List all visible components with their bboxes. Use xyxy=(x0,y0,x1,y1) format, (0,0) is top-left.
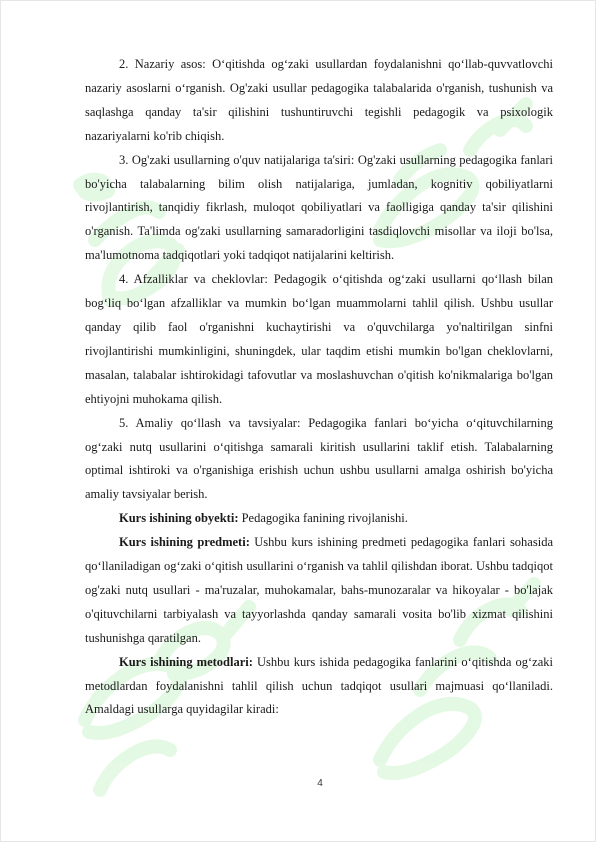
paragraph-learning-outcomes xyxy=(85,149,553,269)
paragraph-lead: Kurs ishining predmeti: xyxy=(119,535,250,550)
paragraph-text: 4. Afzalliklar va cheklovlar: Pedagogik o‘qitishda og‘zaki usullarni qo‘llash bilan bog‘liq bo‘lgan afzalliklar va mumkin bo‘lgan muammolarni tahlil qilish. Ushbu usullar qanday qilib faol o'rganishni kuchaytirishi va o'quvchilarga yo'naltirilgan sinfni rivojlantirishi mumkinligini, shuningdek, ular taqdim etishi mumkin bo'lgan cheklovlarni, masalan, talabalar ishtirokidagi tafovutlar va moslashuvchan o'qitish ko'nikmalariga bo'lgan ehtiyojni muhokama qilish. xyxy=(85,272,553,406)
paragraph-text: Pedagogika fanining rivojlanishi. xyxy=(238,511,408,526)
paragraph-text: Ushbu kurs ishining predmeti pedagogika fanlari sohasida qo‘llaniladigan og‘zaki o‘qitish usullarini o‘rganish va tahlil qilishdan iborat. Ushbu tadqiqot og'zaki nutq usullari - ma'ruzalar, muhokamalar, bahs-munozaralar va hikoyalar - bo'lajak o'qituvchilarni tarbiyalash va tayyorlashda qanday samarali vosita bo'lib xizmat qilishini tushunishga qaratilgan. xyxy=(85,535,553,645)
page-number: 4 xyxy=(317,778,323,789)
paragraph-course-methods xyxy=(85,651,553,723)
paragraph-course-object xyxy=(85,507,553,531)
paragraph-advantages-limitations xyxy=(85,268,553,411)
paragraph-text: 2. Nazariy asos: O‘qitishda og‘zaki usullardan foydalanishni qo‘llab-quvvatlovchi nazariy asoslarni o‘rganish. Og'zaki usullar pedagogika talabalarida o'rganish, tushunish va saqlashga qanday ta'sir qilishini tushuntiruvchi tegishli pedagogik va psixologik nazariyalarni ko'rib chiqish. xyxy=(85,57,553,143)
paragraph-text: Ushbu kurs ishida pedagogika fanlarini o‘qitishda og‘zaki metodlardan foydalanishni tahlil qilish uchun tadqiqot usullari majmuasi qo‘llaniladi. Amaldagi usullarga quyidagilar kiradi: xyxy=(85,654,553,717)
document-body xyxy=(85,53,553,722)
paragraph-lead: Kurs ishining metodlari: xyxy=(119,654,253,669)
paragraph-text: 5. Amaliy qo‘llash va tavsiyalar: Pedagogika fanlari bo‘yicha o‘qituvchilarning og‘zaki nutq usullarini o‘qitishga samarali kiritish usullarini taklif etish. Talabalarning optimal ishtiroki va o'rganishiga erishish uchun ushbu usullarni amalga oshirish bo'yicha amaliy tavsiyalar berish. xyxy=(85,415,553,502)
paragraph-text: 3. Og'zaki usullarning o'quv natijalariga ta'siri: Og'zaki usullarning pedagogika fanlari bo'yicha talabalarning bilim olish natijalariga, jumladan, kognitiv qobiliyatlarni rivojlantirish, tanqidiy fikrlash, muloqot qobiliyatlari va faolligiga qanday ta'sir qilishini o'rganish. Ta'limda og'zaki usullarning samaradorligini tasdiqlovchi misollar va iloji bo'lsa, ma'lumotnoma tadqiqotlari yoki tadqiqot natijalarini keltirish. xyxy=(85,152,553,263)
paragraph-lead: Kurs ishining obyekti: xyxy=(119,511,239,526)
paragraph-course-subject xyxy=(85,531,553,651)
paragraph-theoretical-basis xyxy=(85,53,553,149)
paragraph-practical-application xyxy=(85,412,553,508)
